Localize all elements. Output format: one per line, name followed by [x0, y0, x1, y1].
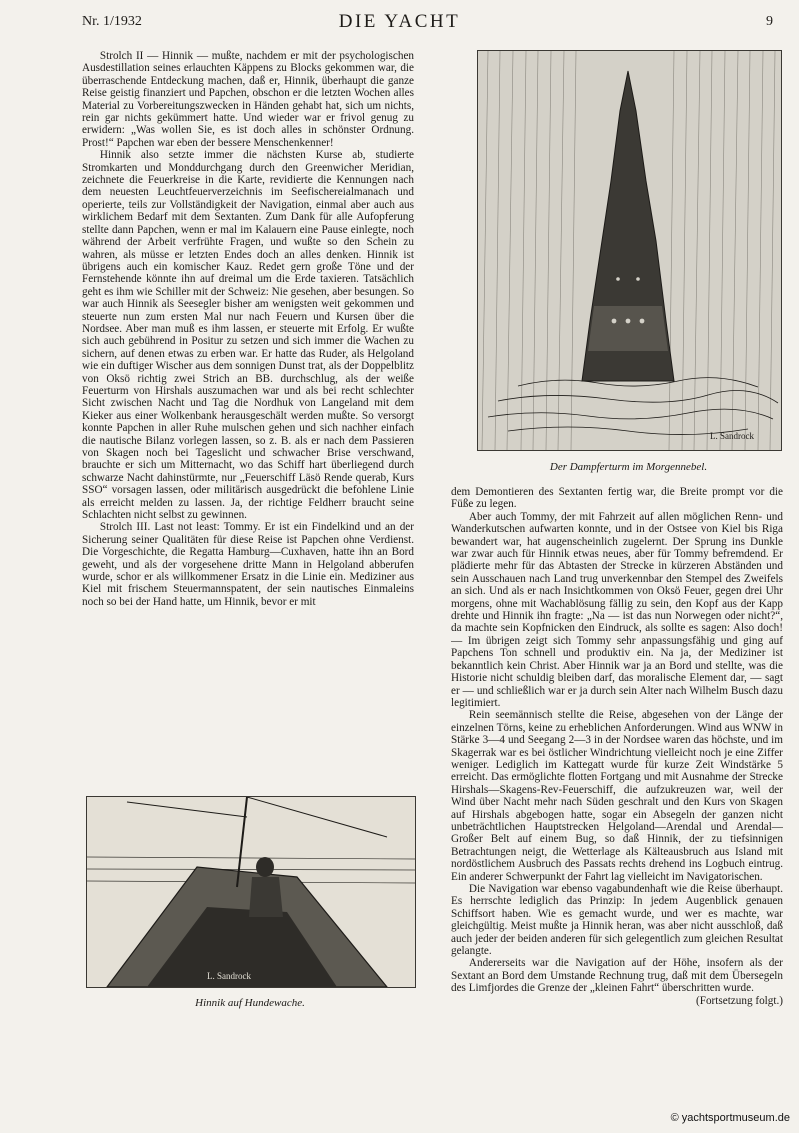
watermark: © yachtsportmuseum.de	[670, 1112, 790, 1124]
left-text-column	[82, 50, 414, 787]
paragraph: Rein seemännisch stellte die Reise, abgesehen von der Länge der einzelnen Törns, keine zu erheblichen Anforderungen. Wind aus WNW in Stärke 3—4 und Seegang 2—3 in der Nordsee waren das höchste, und im Skagerrak war es bei östlicher Windrichtung vielleicht noch je eine Ziffer weniger. Lediglich im Kattegatt wurde für kurze Zeit Windstärke 5 erreicht. Das ermöglichte flotten Fortgang und mit Ausnahme der Strecke Hirshals—Skagens-Rev-Feuerschiff, die aufzukreuzen war, weil der Wind über Nacht mehr nach Süden geschralt und den Kurs von Skagen auf Hirshals abgebogen hatte, sogar ein Absegeln der ganzen nicht unbeträchtlichen Hauptstrecken Helgoland—Arendal und Arendal—Großer Belt auf einem Bug, so daß Hinnik, der zu tiefsinnigen Betrachtungen neigt, die Wetterlage als Kälteausbruch aus Island mit nordöstlichem Ausbruch des Passats rechts drehend ins Logbuch eintrug. Ein anderer Schwerpunkt der Fahrt lag vielleicht im Navigatorischen.	[451, 709, 783, 883]
steamer-signature: L. Sandrock	[710, 431, 754, 441]
continuation-note: (Fortsetzung folgt.)	[696, 994, 783, 1007]
page-number: 9	[766, 14, 773, 29]
paragraph: Aber auch Tommy, der mit Fahrzeit auf allen möglichen Renn- und Wanderkutschen aufwarten konnte, und in der Ostsee von Kiel bis Riga bewandert war, hat augenscheinlich zugelernt. Der Sprung ins Dunkle war zwar auch für Hinnik etwas neues, aber für Tommy befremdend. Er plädierte mehr für das Abtasten der Strecke in kürzeren Abständen und sein Ausschauen nach Land trug unverkennbar den Stempel des Zweifels an sich. Und als er nach Insichtkommen von Oksö Feuer, gegen drei Uhr morgens, ohne mit Wachablösung fällig zu sein, den Kopf aus der Kapp drehte und Hinnik ihn fragte: „Na — ist das nun Norwegen oder nicht?“, da machte sein Kopfnicken den Eindruck, als sollte es sagen: Also doch! — Im übrigen zeigt sich Tommy sehr anpassungsfähig und ging auf Papchens Ton schnell und produktiv ein. Na ja, der Mediziner ist bekanntlich kein Christ. Aber Hinnik war ja an Bord und stellte, was die Historie nicht schuldig bleiben darf, das moralische Element dar, — sagt er — und schließlich war er ja durch sein Alter nach Wilhelm Busch dazu legitimiert.	[451, 510, 783, 709]
right-text-column	[451, 486, 783, 1046]
paragraph: Andererseits war die Navigation auf der Höhe, insofern als der Sextant an Bord dem Umstande Rechnung trug, daß mit dem Übersegeln des Limfjordes die Grenze der „kleinen Fahrt“ überschritten wurde.	[451, 957, 783, 995]
steamer-illustration	[477, 50, 782, 451]
steamer-caption: Der Dampferturm im Morgennebel.	[549, 461, 708, 473]
paragraph: Strolch III. Last not least: Tommy. Er ist ein Findelkind und an der Sicherung seiner Qualitäten für diese Reise ist Papchen ohne Verdienst. Die Vorgeschichte, die Regatta Hamburg—Cuxhaven, hatte ihn an Bord geweht, und als der vorgesehene dritte Mann in Helgoland abberufen wurde, schor er als willkommener Ersatz in die Linie ein. Mediziner aus Kiel mit frischem Steuermannspatent, der sein nautisches Einmaleins noch so bei der Hand hatte, um Hinnik, bevor er mit	[82, 521, 414, 608]
paragraph: Strolch II — Hinnik — mußte, nachdem er mit der psychologischen Ausdestillation seines erlauchten Käppens zu Blocks gekommen war, die überraschende Entdeckung machen, daß er, Hinnik, überhaupt die ganze Reise geistig finanziert und Papchen, obschon er die letzten Wochen alles Material zu Vorbereitungszwecken in Händen gehabt hat, sich um nichts, rein gar nichts gekümmert hatte. Und wieder war er frivol genug zu erwidern: „Was wollen Sie, es ist doch alles in schönster Ordnung. Prost!“ Papchen war eben der bessere Menschenkenner!	[82, 50, 414, 149]
boat-illustration	[86, 796, 416, 988]
page-title: DIE YACHT	[338, 11, 461, 32]
paragraph: Hinnik also setzte immer die nächsten Kurse ab, studierte Stromkarten und Monddurchgang durch den Greenwicher Meridian, zeichnete die Feuerkreise in die Karte, revidierte die Kennungen nach dem neuesten Leuchtfeuerverzeichnis im Seefischereialmanach und operierte, teils zur Vollständigkeit der Navigation, einmal aber auch aus wirklichem Bedarf mit dem Sextanten. Zum Dank für alle Aufopferung stellte dann Papchen, wenn er mal im Kalauern eine Pause einlegte, noch während der Arbeit verfrühte Fragen, und wußte so den Schein zu wahren, als müsse er letzten Endes doch an alles denken. Hinnik ist übrigens auch ein komischer Kauz. Redet gern große Töne und der Fernstehende könnte ihn auf dreimal um die Erde taxieren. Tatsächlich geht es ihm wie Schiller mit der Schweiz: Nie gesehen, aber besungen. So war auch Hinnik als Seesegler bisher am wenigsten weit gekommen und steuerte nun zum ersten Mal nur nach Feuern und Kursen über die Nordsee. Aber man muß es ihm lassen, er steuerte mit Erfolg. Er wußte sich auch gebührend in Positur zu setzen und sich immer die Wachen zu sichern, auf denen etwas zu erben war. Er hatte das Ruder, als Helgoland wie ein duftiger Wischer aus dem sonnigen Dunst trat, als der Doppelblitz von Oksö richtig zwei Strich an BB. durchschlug, als der weiße Feuerturm von Hirshals auszumachen war und als bei recht schlechter Sicht zwischen Nacht und Tag die Nordhuk von Langeland mit dem Kieker aus einer Wolkenbank herausgeschält werden mußte. So versorgt konnte Papchen in aller Ruhe mulschen gehen und sich nachher einfach die nautische Bilanz vorlegen lassen, so z. B. als er nach dem Passieren von Skagen noch bei Tageslicht und schwacher Brise verschwand, brauchte er sich um Mitternacht, wo das Schiff hart überliegend durch schwarze Nacht dahinstürmte, nur „Feuerschiff Läsö Rende querab, Kurs SSO“ vorsagen lassen, oder militärisch ausgedrückt die befohlene Linie als erreicht melden zu lassen. Ja, der richtige Feldherr braucht seine Schlachten nicht selbst zu gewinnen.	[82, 149, 414, 522]
boat-signature: L. Sandrock	[207, 971, 251, 981]
paragraph: Die Navigation war ebenso vagabundenhaft wie die Reise überhaupt. Es herrschte lediglich das Prinzip: In jedem Augenblick genauen Schiffsort haben. Wie es gemacht wurde, und wer es machte, war gleichgültig. Meist mußte ja Hinnik heran, was aber nicht ausschloß, daß auch jeder der beiden anderen für sich gelegentlich zum gleichen Resultat gelangte.	[451, 883, 783, 958]
paragraph: dem Demontieren des Sextanten fertig war, die Breite prompt vor die Füße zu legen.	[451, 486, 783, 511]
boat-caption: Hinnik auf Hundewache.	[195, 997, 305, 1009]
issue-number: Nr. 1/1932	[82, 14, 142, 29]
